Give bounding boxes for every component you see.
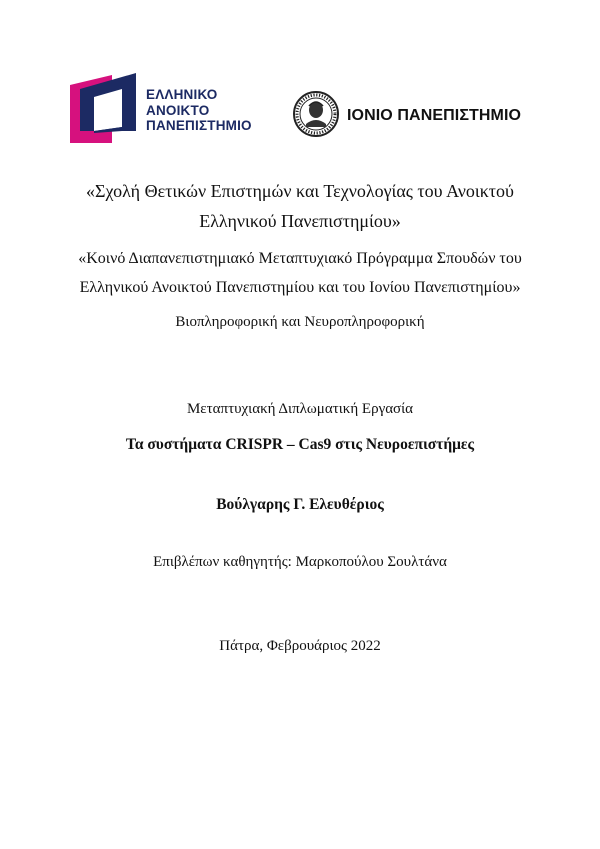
supervisor: Επιβλέπων καθηγητής: Μαρκοπούλου Σουλτάνα — [153, 554, 447, 570]
program-name-line-1: «Κοινό Διαπανεπιστημιακό Μεταπτυχιακό Πρόγραμμα Σπουδών του — [78, 250, 522, 267]
place-date: Πάτρα, Φεβρουάριος 2022 — [219, 638, 381, 654]
school-name-line-2: Ελληνικού Πανεπιστημίου» — [199, 211, 401, 231]
thesis-type: Μεταπτυχιακή Διπλωματική Εργασία — [186, 401, 414, 417]
hellenic-open-university-logo — [70, 71, 260, 147]
eap-name-line-3: ΠΑΝΕΠΙΣΤΗΜΙΟ — [146, 118, 252, 133]
eap-name-line-1: ΕΛΛΗΝΙΚΟ — [146, 87, 218, 102]
program-track: Βιοπληροφορική και Νευροπληροφορική — [175, 314, 425, 330]
eap-name-line-2: ΑΝΟΙΚΤΟ — [146, 102, 210, 118]
eap-name — [146, 87, 252, 134]
eap-emblem-icon — [70, 71, 146, 147]
program-name-line-2: Ελληνικού Ανοικτού Πανεπιστημίου και του Ιονίου Πανεπιστημίου» — [79, 279, 521, 296]
ionian-seal-icon — [292, 90, 340, 138]
ionian-university-name: ΙΟΝΙΟ ΠΑΝΕΠΙΣΤΗΜΙΟ — [347, 107, 522, 124]
ionian-university-logo — [292, 90, 522, 140]
author-name: Βούλγαρης Γ. Ελευθέριος — [216, 496, 384, 513]
school-name-line-1: «Σχολή Θετικών Επιστημών και Τεχνολογίας του Ανοικτού — [86, 181, 514, 201]
thesis-title: Τα συστήματα CRISPR – Cas9 στις Νευροεπιστήμες — [125, 436, 475, 453]
